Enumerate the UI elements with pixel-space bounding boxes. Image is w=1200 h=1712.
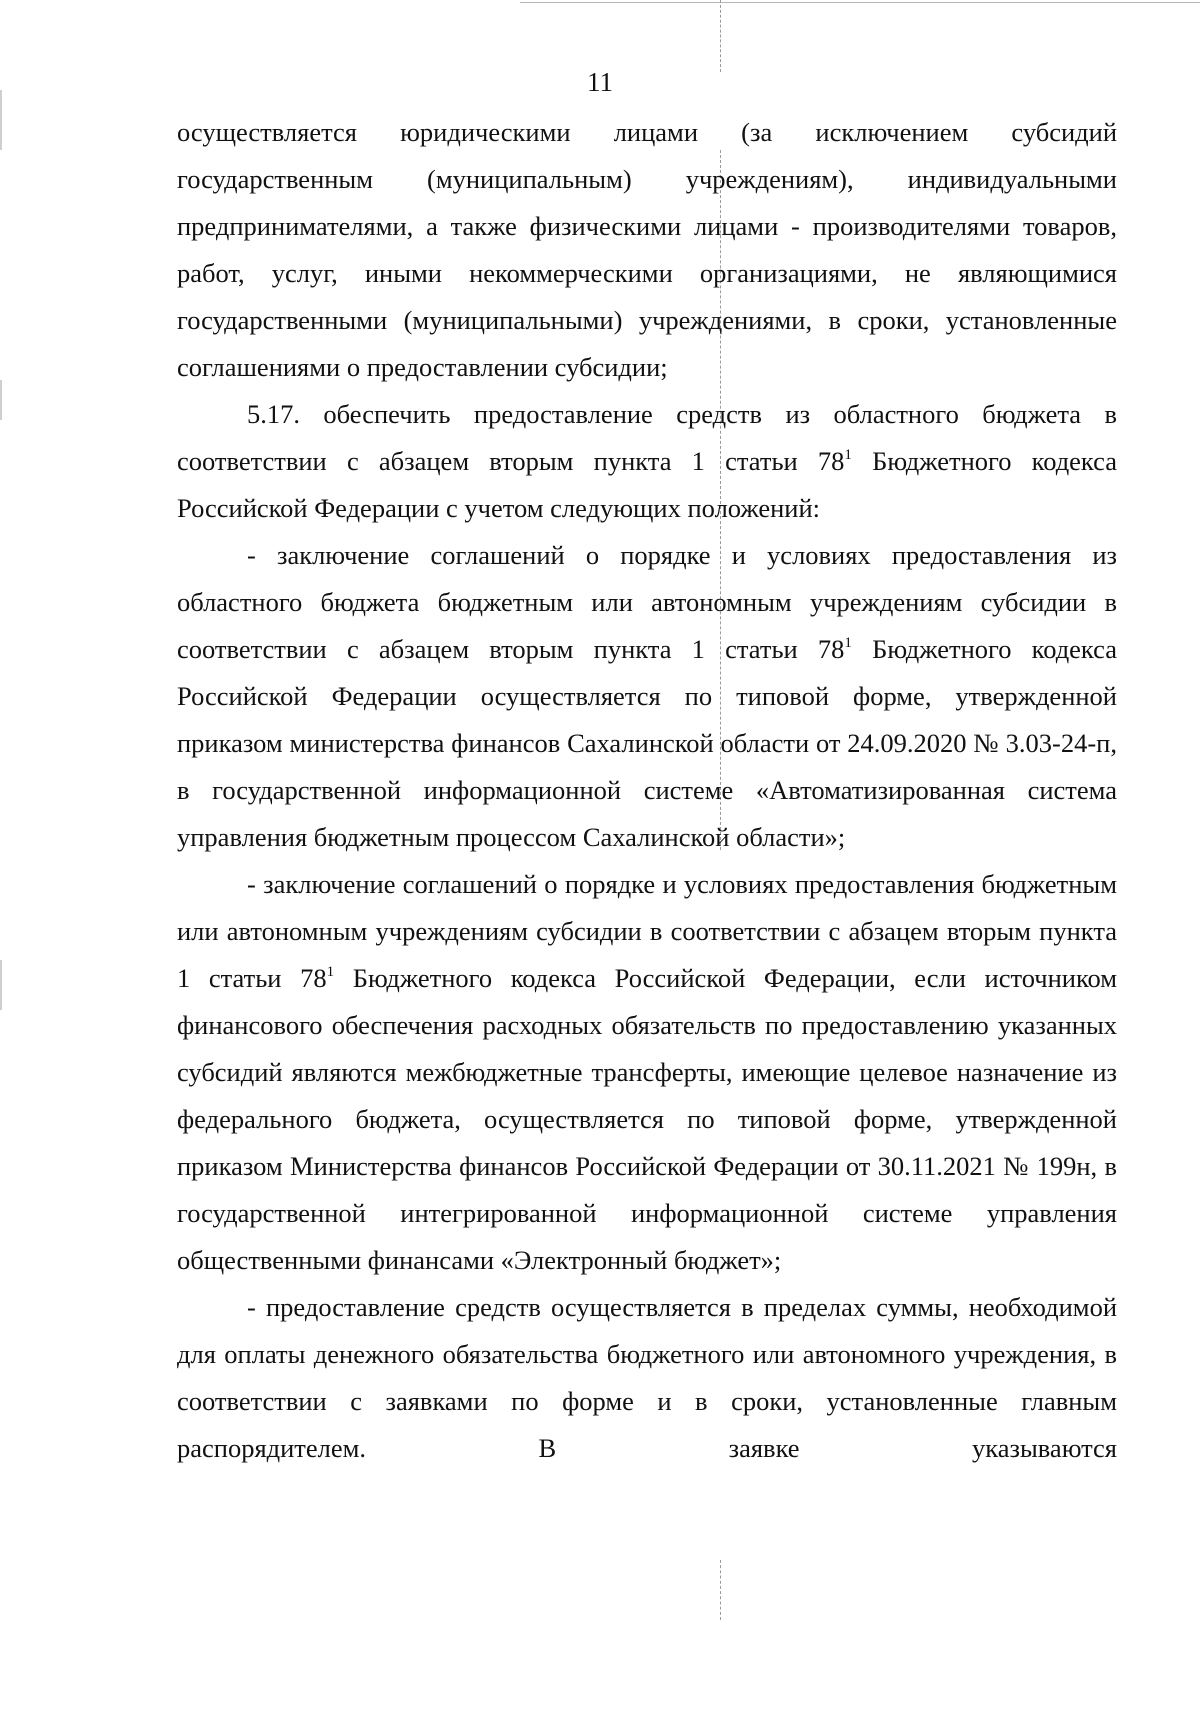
paragraph-text: Бюджетного кодекса Российской Федерации с учетом следующих положений: (177, 446, 1117, 523)
paragraph-text: - заключение соглашений о порядке и условиях предоставления из областного бюджета бюджетным или автономным учреждениям субсидии в соответствии с абзацем вторым пункта 1 статьи 78 (177, 540, 1117, 664)
paragraph-list-item: - предоставление средств осуществляется в пределах суммы, необходимой для оплаты денежного обязательства бюджетного или автономного учреждения, в соответствии с заявками по форме и в сроки, установленные главным распорядителем. В заявке указываются (177, 1292, 1117, 1463)
superscript: 1 (844, 635, 852, 651)
paragraph-clause-5-17 (177, 391, 1117, 532)
superscript: 1 (326, 964, 335, 980)
body-text (177, 109, 1117, 1472)
scan-edge-mark (0, 960, 2, 1010)
scan-edge-mark (0, 90, 2, 150)
superscript: 1 (844, 447, 852, 463)
paragraph-text: Бюджетного кодекса Российской Федерации осуществляется по типовой форме, утвержденной приказом министерства финансов Сахалинской области от 24.09.2020 № 3.03-24-п, в государственной информационной системе «Автоматизированная система управления бюджетным процессом Сахалинской области»; (177, 634, 1117, 852)
scan-fold-line (720, 0, 721, 72)
paragraph-text: Бюджетного кодекса Российской Федерации, если источником финансового обеспечения расходных обязательств по предоставлению указанных субсидий являются межбюджетные трансферты, имеющие целевое назначение из федерального бюджета, осуществляется по типовой форме, утвержденной приказом Министерства финансов Российской Федерации от 30.11.2021 № 199н, в государственной интегрированной информационной системе управления общественными финансами «Электронный бюджет»; (177, 963, 1117, 1275)
scan-edge-mark (0, 380, 2, 420)
paragraph-list-item (177, 861, 1117, 1284)
paragraph-text: 5.17. обеспечить предоставление средств из областного бюджета в соответствии с абзацем вторым пункта 1 статьи 78 (177, 399, 1117, 476)
scan-edge-line (520, 2, 1200, 3)
paragraph-list-item (177, 532, 1117, 861)
paragraph-continuation: осуществляется юридическими лицами (за исключением субсидий государственным (муниципальным) учреждениям), индивидуальными предпринимателями, а также физическими лицами - производителями товаров, работ, услуг, иными некоммерческими организациями, не являющимися государственными (муниципальными) учреждениями, в сроки, установленные соглашениями о предоставлении субсидии; (177, 117, 1117, 382)
paragraph-text: - заключение соглашений о порядке и условиях предоставления бюджетным или автономным учреждениям субсидии в соответствии с абзацем вторым пункта 1 статьи 78 (177, 869, 1117, 993)
scan-fold-line (720, 1560, 721, 1620)
page-number: 11 (587, 67, 613, 97)
